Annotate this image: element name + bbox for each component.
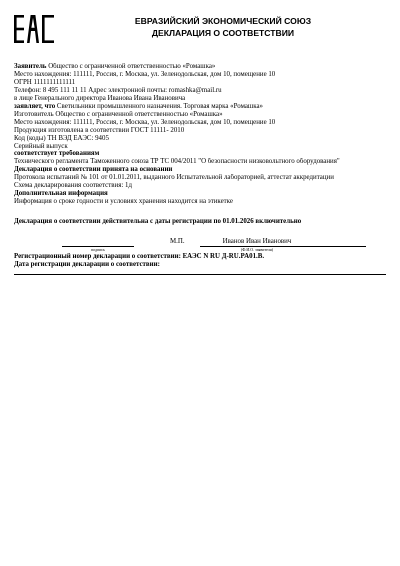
release-type: Серийный выпуск (14, 142, 68, 150)
document-header (60, 15, 386, 39)
applicant-name: Общество с ограниченной ответственностью «Ромашка» (46, 63, 216, 70)
additional-label: Дополнительная информация (14, 190, 108, 198)
registration-number: Регистрационный номер декларации о соответствии: ЕАЭС N RU Д-RU.PA01.В. (14, 253, 265, 261)
basis-label: Декларация о соответствии принята на основании (14, 166, 173, 174)
product-description: Светильники промышленного назначения. Торговая марка «Ромашка» (55, 102, 263, 110)
registration-date-line (14, 274, 386, 275)
registration-date-row (14, 261, 386, 269)
requirements-label: соответствует требованиям (14, 150, 100, 158)
name-caption: (Ф.И.О. заявителя) (240, 247, 274, 253)
applicant-representative: в лице Генерального директора Иванова Ивана Ивановича (14, 94, 186, 102)
applicant-ogrn: ОГРН 1111111111111 (14, 78, 76, 86)
name-line (200, 246, 366, 247)
tnved-code: Код (коды) ТН ВЭД ЕАЭС: 9405 (14, 134, 109, 142)
additional-text: Информация о сроке годности и условиях хранения находится на этикетке (14, 198, 233, 206)
declares-line (14, 103, 386, 111)
requirements-text: Технического регламента Таможенного союза ТР ТС 004/2011 "О безопасности низковольтного оборудования" (14, 158, 340, 166)
applicant-contacts: Телефон: 8 495 111 11 11 Адрес электронной почты: romashka@mail.ru (14, 86, 222, 94)
manufacturer: Изготовитель Общество с ограниченной ответственностью «Ромашка» (14, 110, 223, 118)
eac-logo-icon (14, 15, 54, 43)
declares-label: заявляет, что (14, 102, 56, 110)
stamp-place: М.П. (170, 238, 185, 246)
product-standard: Продукция изготовлена в соответствии ГОСТ 11111- 2010 (14, 126, 185, 134)
basis-scheme: Схема декларирования соответствия: 1д (14, 182, 132, 190)
signature-row (14, 238, 386, 253)
applicant-address: Место нахождения: 111111, Россия, г. Москва, ул. Зеленодольская, дом 10, помещение 10 (14, 70, 276, 78)
basis-protocol: Протокола испытаний № 101 от 01.01.2011, выданного Испытательной лабораторией, аттестат аккредитации (14, 174, 334, 182)
applicant-line (14, 63, 386, 71)
manufacturer-address: Место нахождения: 111111, Россия, г. Москва, ул. Зеленодольская, дом 10, помещение 10 (14, 118, 276, 126)
signatory-name: Иванов Иван Иванович (222, 238, 292, 246)
document-title: ДЕКЛАРАЦИЯ О СООТВЕТСТВИИ (151, 28, 295, 38)
declaration-body (14, 63, 386, 269)
applicant-label: Заявитель (14, 63, 47, 70)
union-title: ЕВРАЗИЙСКИЙ ЭКОНОМИЧЕСКИЙ СОЮЗ (134, 16, 312, 26)
registration-date: Дата регистрации декларации о соответствии: (14, 261, 160, 269)
validity-text: Декларация о соответствии действительна с даты регистрации по 01.01.2026 включительно (14, 218, 302, 226)
signature-caption: подпись (91, 247, 105, 253)
